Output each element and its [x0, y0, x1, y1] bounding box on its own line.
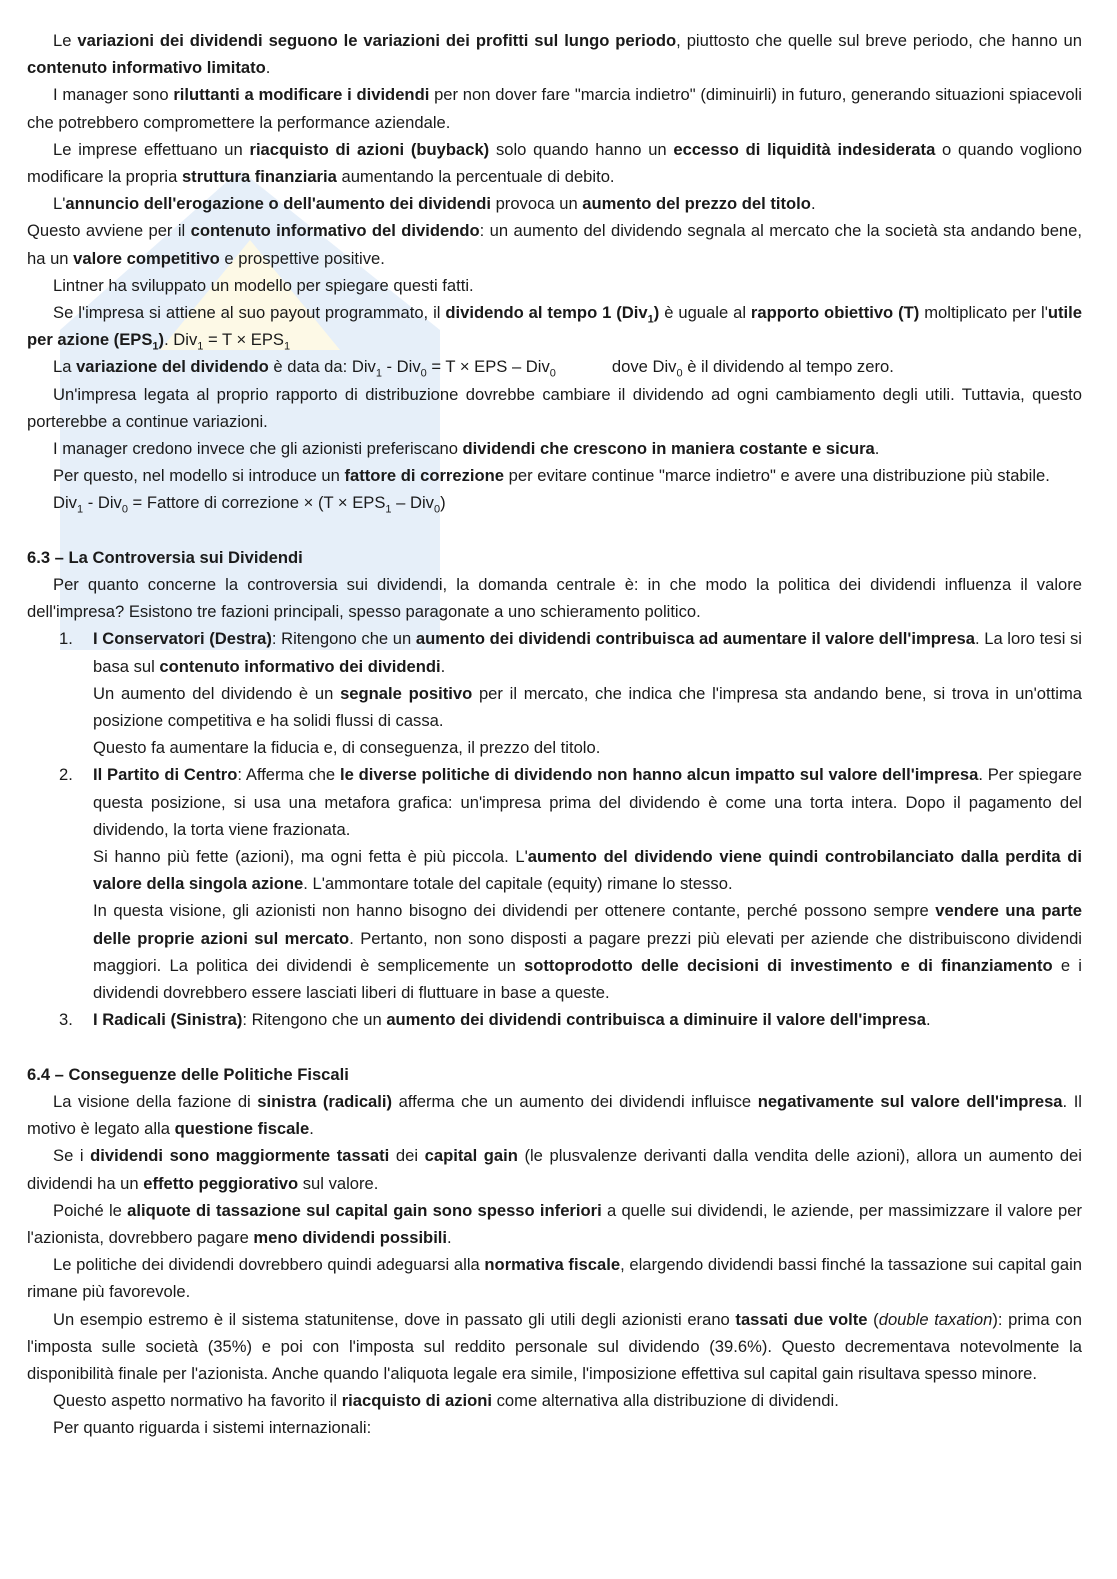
section-heading: [27, 544, 1082, 571]
text-run: .: [265, 58, 271, 78]
text-run: è uguale al: [659, 303, 751, 323]
text-run: = T × EPS – Div: [426, 357, 550, 377]
bold-text: contenuto informativo del dividendo: [190, 221, 480, 241]
subscript: 0: [121, 503, 128, 516]
bold-text: aumento dei dividendi contribuisca a diminuire il valore dell'impresa: [386, 1010, 927, 1030]
paragraph: [27, 462, 1082, 489]
bold-text: eccesso di liquidità indesiderata: [673, 139, 936, 159]
paragraph: [27, 81, 1082, 135]
paragraph: [27, 299, 1082, 353]
text-run: . Il motivo è legato alla: [27, 1091, 1082, 1139]
text-run: Questo fa aumentare la fiducia e, di conseguenza, il prezzo del titolo.: [93, 738, 601, 758]
text-run: o quando vogliono modificare la propria: [27, 139, 1082, 187]
text-run: I manager credono invece che gli azionisti preferiscano: [53, 439, 463, 459]
bold-text: dividendo al tempo 1 (Div: [445, 303, 648, 323]
text-run: aumentando la percentuale di debito.: [336, 167, 615, 187]
text-run: .: [447, 1227, 452, 1247]
bold-text: annuncio dell'erogazione o dell'aumento dei dividendi: [65, 194, 491, 214]
paragraph: [27, 353, 1082, 380]
bold-text: valore competitivo: [73, 248, 220, 268]
text-run: double taxation: [878, 1309, 993, 1329]
bold-text: sinistra (radicali): [257, 1091, 393, 1111]
text-run: Per quanto concerne la controversia sui dividendi, la domanda centrale è: in che modo la politica dei dividendi influenza il valore dell'impresa? Esistono tre fazioni principali, spesso paragonate a uno schieramento politico.: [27, 575, 1082, 622]
text-run: In questa visione, gli azionisti non hanno bisogno dei dividendi per ottenere contante, perché possono sempre: [93, 901, 936, 921]
list-number: 3.: [59, 1010, 73, 1030]
bold-text: effetto peggiorativo: [143, 1173, 299, 1193]
bold-text: sottoprodotto delle decisioni di investimento e di finanziamento: [524, 955, 1053, 975]
bold-text: aliquote di tassazione sul capital gain sono spesso inferiori: [127, 1200, 602, 1220]
text-run: a quelle sui dividendi, le aziende, per massimizzare il valore per l'azionista, dovrebbero pagare: [27, 1200, 1082, 1247]
bold-text: vendere una parte delle proprie azioni sul mercato: [93, 901, 1082, 948]
text-run: dei: [389, 1146, 425, 1166]
text-run: . L'ammontare totale del capitale (equity) rimane lo stesso.: [303, 874, 733, 894]
paragraph: [27, 217, 1082, 271]
text-run: Un esempio estremo è il sistema statunitense, dove in passato gli utili degli azionisti erano: [53, 1309, 736, 1329]
text-run: .: [874, 439, 880, 459]
paragraph: [27, 734, 1082, 761]
paragraph: [27, 136, 1082, 190]
bold-text: riluttanti a modificare i dividendi: [173, 85, 430, 105]
text-run: - Div: [381, 357, 421, 377]
text-run: La visione della fazione di: [53, 1091, 258, 1111]
text-run: .: [440, 656, 446, 676]
text-run: Le imprese effettuano un: [53, 139, 250, 159]
text-run: solo quando hanno un: [489, 139, 674, 159]
text-run: è il dividendo al tempo zero.: [682, 357, 894, 377]
text-run: .: [926, 1010, 931, 1030]
list-number: 1.: [59, 629, 73, 649]
subscript: 1: [647, 313, 654, 326]
subscript: 1: [283, 340, 291, 353]
text-run: e prospettive positive.: [219, 248, 385, 268]
text-run: .: [309, 1119, 314, 1139]
paragraph: [27, 1142, 1082, 1196]
bold-text: aumento dei dividendi contribuisca ad aumentare il valore dell'impresa: [415, 629, 975, 649]
paragraph: [27, 1197, 1082, 1251]
paragraph: [27, 843, 1082, 897]
paragraph: [27, 27, 1082, 81]
bold-text: ): [158, 330, 165, 350]
paragraph: [27, 190, 1082, 217]
text-run: , piuttosto che quelle sul breve periodo, che hanno un: [676, 31, 1083, 50]
text-run: ): prima con l'imposta sulle società (35%) e poi con l'imposta sul reddito personale sul dividendo (39.6%). Questo decrementava notevolmente la disponibilità finale per l'azionista. Anche quando l'aliquota legale era simile, l'imposizione effettiva sul capital gain risultava spesso minore.: [27, 1309, 1083, 1383]
text-run: Le politiche dei dividendi dovrebbero quindi adeguarsi alla: [53, 1255, 485, 1275]
text-run: (: [867, 1309, 879, 1329]
text-run: moltiplicato per l': [919, 303, 1048, 323]
paragraph: [27, 381, 1082, 435]
bold-text: rapporto obiettivo (T): [750, 303, 920, 323]
paragraph: [27, 489, 1082, 516]
bold-text: tassati due volte: [735, 1309, 868, 1329]
text-run: per non dover fare "marcia indietro" (diminuirli) in futuro, generando situazioni spiacevoli che potrebbero compromettere la performance aziendale.: [27, 85, 1082, 132]
text-run: 6.3 – La Controversia sui Dividendi: [27, 547, 303, 567]
text-run: Per quanto riguarda i sistemi internazionali:: [53, 1418, 372, 1438]
text-run: : Ritengono che un: [271, 629, 416, 649]
bold-text: dividendi sono maggiormente tassati: [90, 1146, 390, 1166]
text-run: per evitare continue "marce indietro" e avere una distribuzione più stabile.: [504, 466, 1050, 486]
paragraph: [27, 1088, 1082, 1142]
bold-text: fattore di correzione: [344, 466, 505, 486]
text-run: (le plusvalenze derivanti dalla vendita delle azioni), allora un aumento dei dividendi ha un: [27, 1146, 1082, 1193]
bold-text: capital gain: [424, 1146, 518, 1166]
paragraph: [27, 571, 1082, 625]
text-run: - Div: [83, 493, 122, 513]
paragraph: [27, 435, 1082, 462]
bold-text: aumento del dividendo viene quindi controbilanciato dalla perdita di valore della singola azione: [93, 847, 1082, 894]
text-run: .: [810, 194, 816, 214]
text-run: Se i: [53, 1146, 91, 1166]
text-run: = Fattore di correzione × (T × EPS: [127, 493, 386, 513]
subscript: 1: [76, 503, 84, 516]
paragraph: [27, 1251, 1082, 1305]
text-run: dove Div: [611, 357, 677, 377]
bold-text: aumento del prezzo del titolo: [582, 194, 811, 214]
subscript: 1: [375, 367, 382, 380]
text-run: = T × EPS: [203, 330, 284, 350]
paragraph: [27, 1387, 1082, 1414]
bold-text: utile per azione (EPS: [27, 303, 1083, 350]
text-run: 6.4 – Conseguenze delle Politiche Fiscali: [27, 1064, 349, 1084]
bold-text: contenuto informativo limitato: [27, 58, 266, 78]
bold-text: dividendi che crescono in maniera costante e sicura: [462, 439, 875, 459]
document-body: [27, 27, 1082, 1442]
text-run: – Div: [391, 493, 434, 513]
text-run: L': [53, 194, 66, 214]
text-run: Le: [53, 31, 78, 50]
bold-text: questione fiscale: [174, 1119, 310, 1139]
subscript: 0: [433, 503, 441, 516]
subscript: 0: [549, 367, 556, 380]
paragraph: [27, 897, 1082, 1006]
paragraph: [27, 680, 1082, 734]
text-run: Div: [53, 493, 77, 513]
text-run: Un'impresa legata al proprio rapporto di distribuzione dovrebbe cambiare il dividendo ad ogni cambiamento degli utili. Tuttavia, questo porterebbe a continue variazioni.: [27, 384, 1082, 431]
text-run: Questo avviene per il: [27, 221, 191, 241]
subscript: 1: [197, 340, 204, 353]
bold-text: variazioni dei dividendi seguono le variazioni dei profitti sul lungo periodo: [77, 31, 677, 50]
bold-text: meno dividendi possibili: [253, 1227, 448, 1247]
text-run: e i dividendi dovrebbero essere lasciati liberi di fluttuare in base a queste.: [93, 955, 1082, 1003]
text-run: Lintner ha sviluppato un modello per spiegare questi fatti.: [53, 275, 474, 295]
section-heading: [27, 1061, 1082, 1088]
list-item: [27, 625, 1082, 679]
text-run: Per questo, nel modello si introduce un: [53, 466, 345, 486]
bold-text: I Radicali (Sinistra): [93, 1010, 243, 1030]
text-run: I manager sono: [53, 85, 174, 105]
bold-text: I Conservatori (Destra): [93, 629, 272, 649]
subscript: 0: [676, 367, 683, 380]
bold-text: negativamente sul valore dell'impresa: [757, 1091, 1063, 1111]
paragraph: [27, 272, 1082, 299]
text-run: La: [53, 357, 77, 377]
subscript: 1: [152, 340, 159, 353]
text-run: : Ritengono che un: [242, 1010, 387, 1030]
list-item: [27, 761, 1082, 843]
text-run: . Per spiegare questa posizione, si usa una metafora grafica: un'impresa prima del dividendo è come una torta intera. Dopo il pagamento del dividendo, la torta viene frazionata.: [93, 765, 1082, 839]
text-run: : Afferma che: [237, 765, 340, 785]
paragraph: [27, 1414, 1082, 1441]
bold-text: ): [653, 303, 660, 323]
text-run: . Pertanto, non sono disposti a pagare prezzi più elevati per aziende che distribuiscono dividendi maggiori. La politica dei dividendi è semplicemente un: [93, 928, 1082, 975]
bold-text: riacquisto di azioni: [341, 1391, 492, 1411]
bold-text: normativa fiscale: [484, 1255, 621, 1275]
text-run: . Div: [164, 330, 198, 350]
paragraph: [27, 1306, 1082, 1388]
text-run: è data da: Div: [268, 357, 376, 377]
bold-text: Il Partito di Centro: [93, 765, 238, 785]
text-run: ): [440, 493, 446, 513]
text-run: Questo aspetto normativo ha favorito il: [53, 1391, 342, 1411]
text-run: . La loro tesi si basa sul: [93, 629, 1082, 676]
text-run: come alternativa alla distribuzione di dividendi.: [492, 1391, 839, 1411]
bold-text: struttura finanziaria: [181, 167, 337, 187]
text-run: provoca un: [490, 194, 583, 214]
text-run: Poiché le: [53, 1200, 128, 1220]
text-run: sul valore.: [298, 1173, 379, 1193]
text-run: Un aumento del dividendo è un: [93, 683, 341, 703]
list-number: 2.: [59, 765, 73, 785]
bold-text: riacquisto di azioni (buyback): [249, 139, 490, 159]
text-run: Si hanno più fette (azioni), ma ogni fetta è più piccola. L': [93, 847, 528, 867]
bold-text: le diverse politiche di dividendo non hanno alcun impatto sul valore dell'impresa: [339, 765, 979, 785]
subscript: 1: [385, 503, 392, 516]
text-run: : un aumento del dividendo segnala al mercato che la società sta andando bene, ha un: [27, 221, 1082, 268]
bold-text: variazione del dividendo: [76, 357, 269, 377]
text-run: afferma che un aumento dei dividendi influisce: [392, 1091, 758, 1111]
text-run: , elargendo dividendi bassi finché la tassazione sui capital gain rimane più favorevole.: [27, 1255, 1082, 1302]
bold-text: contenuto informativo dei dividendi: [159, 656, 441, 676]
list-item: [27, 1006, 1082, 1033]
text-run: Se l'impresa si attiene al suo payout programmato, il: [53, 303, 446, 323]
subscript: 0: [420, 367, 427, 380]
bold-text: segnale positivo: [340, 683, 473, 703]
text-run: per il mercato, che indica che l'impresa sta andando bene, si trova in un'ottima posizione competitiva e ha solidi flussi di cassa.: [93, 683, 1082, 731]
